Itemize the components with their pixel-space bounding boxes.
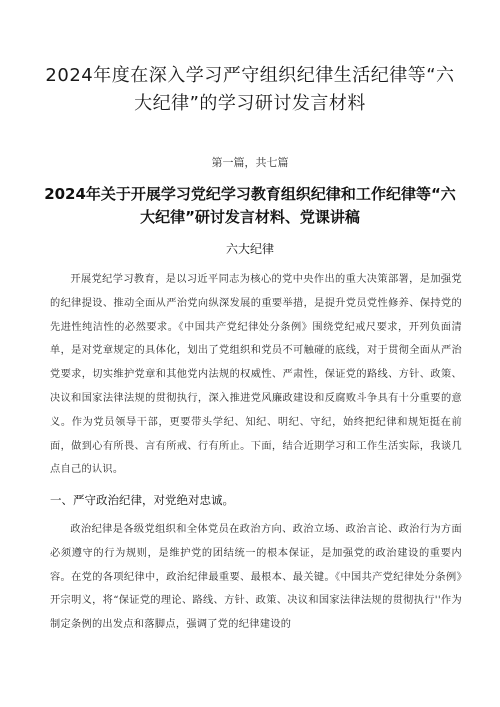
paragraph-political-discipline: 政治纪律是各级党组织和全体党员在政治方向、政治立场、政治言论、政治行为方面必须遵守的行为规则，是维护党的团结统一的根本保证，是加强党的政治建设的重要内容。在党的各项纪律中，政治纪律最重要、最根本、最关键。《中国共产党纪律处分条例》开宗明义，将“保证党的理论、路线、方针、政策、决议和国家法律法规的贯彻执行''作为制定条例的出发点和落脚点，强调了党的纪律建设的 (50, 524, 462, 631)
heading-political-discipline: 一、严守政治纪律，对党绝对忠诚。 (50, 493, 234, 507)
paragraph-intro: 开展党纪学习教育，是以习近平同志为核心的党中央作出的重大决策部署，是加强党的纪律提设、推动全面从严治党向纵深发展的重要举措，是提升党员党性修养、保持党的先进性纯洁性的必然要求。《中国共产党纪律处分条例》围绕党纪戒尺要求，开列负面清单，是对党章规定的具体化，划出了党组织和党员不可触碰的底线，对于贯彻全面从严治党要求，切实维护党章和其他党内法规的权威性、严肃性，保证党的路线、方针、政策、决议和国家法律法规的贯彻执行，深入推进党风廉政建设和反腐败斗争具有十分重要的意义。作为党员领导干部，更要带头学纪、知纪、明纪、守纪，始终把纪律和规矩挺在前面，做到心有所畏、言有所戒、行有所止。下面，结合近期学习和工作生活实际，我谈几点自己的认识。 (50, 274, 462, 476)
part-label: 第一篇，共七篇 (211, 156, 289, 169)
article-title: 2024年关于开展学习党纪学习教育组织纪律和工作纪律等“六大纪律”研讨发言材料、党课讲稿 (44, 185, 456, 226)
document-title: 2024年度在深入学习严守组织纪律生活纪律等“六大纪律”的学习研讨发言材料 (45, 65, 455, 114)
section-title: 六大纪律 (225, 242, 274, 256)
